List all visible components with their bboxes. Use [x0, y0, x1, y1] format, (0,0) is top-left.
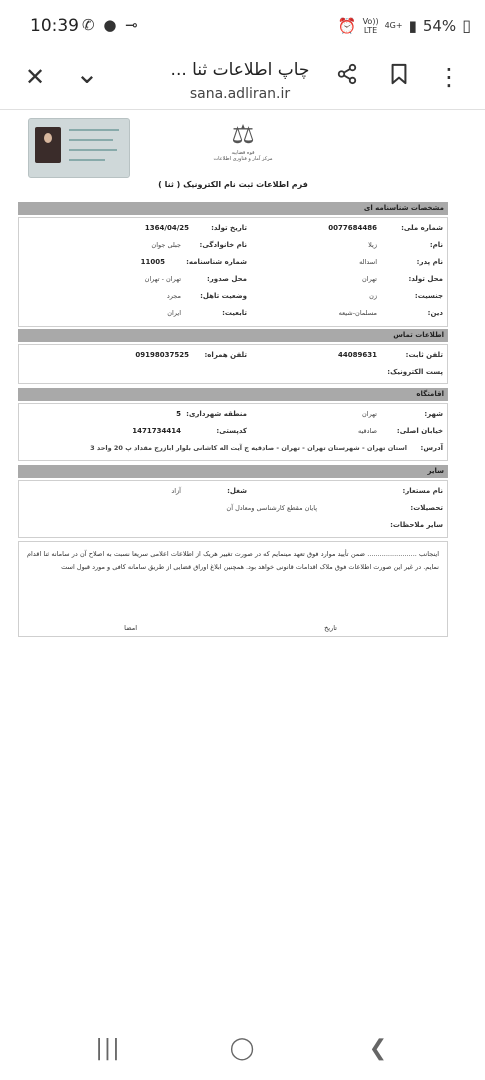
recent-apps-icon[interactable]: ||| — [95, 1036, 121, 1061]
city-label: شهر: — [424, 410, 443, 418]
job-value: آزاد — [171, 487, 181, 495]
address-value: استان تهران - شهرستان تهران - تهران - صادقیه ج آیت اله کاشانی بلوار ابازرج مقداد پ 20 واحد 3 — [90, 444, 407, 452]
alarm-icon: ⏰ — [337, 16, 357, 35]
id-number-label: شماره شناسنامه: — [186, 258, 247, 266]
birth-date-value: 1364/04/25 — [144, 224, 189, 232]
bookmark-icon-glyph — [389, 63, 409, 85]
nationality-label: تابعیت: — [222, 309, 247, 317]
signal-icon: ▮ — [408, 16, 417, 35]
share-icon-glyph — [336, 63, 358, 85]
card-line — [69, 139, 113, 141]
identity-section — [18, 217, 448, 327]
first-name-value: زیلا — [368, 241, 377, 249]
chevron-down-icon[interactable]: ⌄ — [75, 57, 99, 90]
page-title: چاپ اطلاعات ثنا ... — [170, 60, 310, 80]
nationality-value: ایران — [167, 309, 181, 317]
face — [44, 133, 52, 143]
battery-percent: 54% — [422, 16, 457, 35]
mobile-value: 09198037525 — [135, 351, 189, 359]
back-icon[interactable]: ❮ — [368, 1036, 388, 1061]
father-name-label: نام پدر: — [416, 258, 443, 266]
gender-label: جنسیت: — [414, 292, 443, 300]
district-label: منطقه شهرداری: — [186, 410, 247, 418]
landline-label: تلفن ثابت: — [405, 351, 443, 359]
section-header-residence: اقامتگاه — [18, 388, 448, 401]
status-icons — [338, 16, 471, 35]
education-label: تحصیلات: — [410, 504, 443, 512]
section-header-other: سایر — [18, 465, 448, 478]
marital-label: وضعیت تاهل: — [200, 292, 247, 300]
gender-value: زن — [369, 292, 377, 300]
mobile-label: تلفن همراه: — [204, 351, 247, 359]
religion-label: دین: — [427, 309, 443, 317]
residence-section — [18, 403, 448, 461]
more-options-icon[interactable]: ⋮ — [437, 63, 461, 91]
share-icon[interactable] — [330, 60, 364, 94]
first-name-label: نام: — [429, 241, 443, 249]
alias-label: نام مستعار: — [402, 487, 443, 495]
national-id-label: شماره ملی: — [401, 224, 443, 232]
commitment-box — [18, 541, 448, 637]
address-label: آدرس: — [420, 444, 443, 452]
marital-value: مجرد — [166, 292, 181, 300]
religion-value: مسلمان-شیعه — [338, 309, 377, 317]
postal-value: 1471734414 — [132, 427, 181, 435]
status-bar — [0, 0, 485, 52]
notes-label: سایر ملاحظات: — [390, 521, 443, 529]
last-name-label: نام خانوادگی: — [199, 241, 247, 249]
bookmark-icon[interactable] — [382, 60, 416, 94]
browser-toolbar — [0, 52, 485, 110]
email-label: پست الکترونیک: — [387, 368, 443, 376]
birth-place-value: تهران — [362, 275, 377, 283]
birth-date-label: تاریخ تولد: — [211, 224, 247, 232]
battery-icon: ▯ — [462, 16, 471, 35]
judiciary-logo — [213, 120, 273, 170]
national-id-value: 0077684486 — [328, 224, 377, 232]
street-label: خیابان اصلی: — [396, 427, 443, 435]
volte-icon: Vo)) LTE — [362, 16, 379, 35]
toolbar-divider — [0, 109, 485, 110]
contact-section — [18, 344, 448, 384]
card-line — [69, 129, 119, 131]
date-label: تاریخ — [324, 624, 337, 632]
education-value: پایان مقطع کارشناسی ومعادل آن — [226, 504, 317, 512]
network-type: 4G+ — [384, 21, 403, 30]
id-card-image — [28, 118, 130, 178]
district-value: 5 — [176, 410, 181, 418]
commitment-text: اینجانب ........................ ضمن تأیید موارد فوق تعهد مینمایم که در صورت تغییر هریک از اطلاعات اعلامی سریعا نسبت به اصلاح آن در سامانه ثنا اقدام نمایم. در غیر این صورت اطلاعات فوق ملاک اقدامات قانونی خواهد بود. همچنین ابلاغ اوراق قضایی از طریق سامانه کافی و مورد قبول است — [27, 550, 439, 571]
system-nav-bar — [0, 1020, 485, 1080]
job-label: شغل: — [227, 487, 247, 495]
section-header-contact: اطلاعات تماس — [18, 329, 448, 342]
other-section — [18, 480, 448, 538]
last-name-value: جبلی جوان — [151, 241, 181, 249]
signature-label: امضا — [124, 624, 137, 632]
id-number-value: 11005 — [140, 258, 165, 266]
id-photo — [35, 127, 61, 163]
street-value: صادقیه — [358, 427, 377, 435]
birth-place-label: محل تولد: — [408, 275, 443, 283]
city-value: تهران — [362, 410, 377, 418]
scales-icon: ⚖ — [231, 120, 255, 150]
section-header-identity: مشخصات شناسنامه ای — [18, 202, 448, 215]
close-icon[interactable]: ✕ — [24, 63, 46, 91]
card-line — [69, 159, 105, 161]
card-line — [69, 149, 117, 151]
logo-text: قوه قضاییه مرکز آمار و فناوری اطلاعات — [213, 150, 273, 162]
notification-icons: ✆ ● ⊸ — [82, 16, 140, 34]
postal-label: کدپستی: — [216, 427, 247, 435]
father-name-value: اسداله — [359, 258, 377, 266]
landline-value: 44089631 — [338, 351, 377, 359]
form-title: فرم اطلاعات ثبت نام الکترونیک ( ثنا ) — [158, 180, 308, 189]
page-url: sana.adliran.ir — [189, 86, 291, 102]
home-icon[interactable]: ◯ — [229, 1036, 255, 1061]
issue-place-label: محل صدور: — [206, 275, 247, 283]
clock: 10:39 — [30, 16, 79, 36]
issue-place-value: تهران - تهران — [144, 275, 181, 283]
